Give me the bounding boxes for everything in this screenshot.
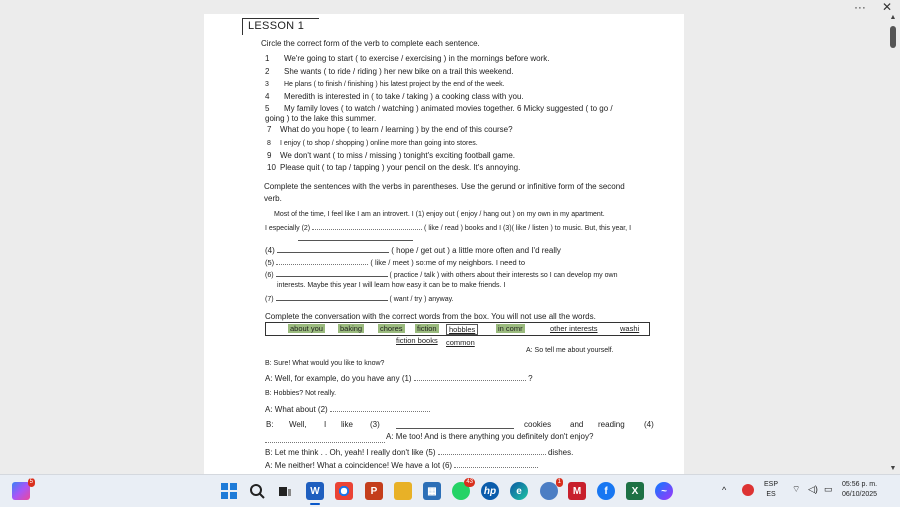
ex1-sentence: We're going to start ( to exercise / exercising ) in the mornings before work. (284, 54, 550, 63)
exercise2-instruction-continued: verb. (264, 194, 282, 203)
messenger-icon[interactable]: ~ (655, 482, 673, 500)
ex1-sentence: Meredith is interested in ( to take / taking ) a cooking class with you. (284, 92, 524, 101)
notification-badge: 1 (557, 479, 561, 485)
keyboard-layout: ES (766, 491, 776, 498)
ex1-sentence: Please quit ( to tap / tapping ) your pencil on the desk. It's annoying. (280, 163, 521, 172)
answer-blank-3[interactable] (298, 233, 413, 241)
word-box-item: about you (290, 324, 323, 333)
dialogue-text: ? (528, 374, 533, 383)
answer-blank-c4[interactable] (265, 438, 385, 443)
whatsapp-icon[interactable] (452, 479, 473, 500)
dialogue-line (265, 446, 573, 458)
answer-blank-c1[interactable] (414, 372, 526, 381)
word-box-item: chores (380, 324, 403, 333)
dialogue-line: B: Sure! What would you like to know? (265, 360, 385, 367)
battery-icon[interactable]: ▭ (824, 484, 833, 494)
excel-icon[interactable]: X (626, 482, 644, 500)
calculator-icon[interactable]: ▦ (423, 482, 441, 500)
date-text: 06/10/2025 (842, 491, 878, 498)
answer-blank-c5[interactable] (438, 446, 546, 455)
file-explorer-icon[interactable] (394, 482, 412, 500)
ex1-sentence: My family loves ( to watch / watching ) animated movies together. 6 Micky suggested ( to go / (284, 104, 613, 113)
vertical-scrollbar[interactable] (888, 14, 898, 472)
store-icon[interactable] (540, 479, 561, 500)
word-box-item: fiction books (396, 336, 438, 345)
ex1-number: 4 (265, 92, 270, 101)
ex2-paragraph-line: Most of the time, I feel like I am an introvert. I (1) enjoy out ( enjoy / hang out ) on my own in my apartment. (274, 211, 605, 218)
close-button[interactable]: ✕ (881, 0, 892, 14)
ex1-number: 1 (265, 54, 270, 63)
active-indicator (310, 503, 320, 505)
mcafee-icon[interactable]: M (568, 482, 586, 500)
ex2-line-text: ( like / meet ) so:me of my neighbors. I need to (370, 258, 526, 267)
scroll-thumb[interactable] (890, 26, 896, 48)
ex2-line-7 (265, 292, 454, 305)
ex1-number: 7 (267, 125, 272, 134)
dialogue-word: Well, (289, 420, 307, 429)
powerpoint-icon[interactable]: P (365, 482, 383, 500)
ex1-sentence: What do you hope ( to learn / learning ) by the end of this course? (280, 125, 513, 134)
dialogue-line: B: Hobbies? Not really. (265, 390, 337, 397)
word-app-icon[interactable]: W (306, 482, 324, 500)
blank-number: (5) (265, 258, 275, 267)
dialogue-word: (3) (370, 420, 380, 429)
start-button[interactable] (220, 482, 238, 500)
dialogue-line: A: So tell me about yourself. (526, 347, 614, 354)
ex1-sentence: He plans ( to finish / finishing ) his latest project by the end of the week. (284, 81, 505, 88)
hp-icon[interactable]: hp (481, 482, 499, 500)
dialogue-word: and (570, 420, 584, 429)
dialogue-text: B: Let me think . . Oh, yeah! I really don't like (5) (265, 448, 436, 457)
ex2-line-start: I especially (2) (265, 225, 311, 232)
language-indicator[interactable] (764, 480, 778, 500)
ex1-number: 10 (267, 163, 276, 172)
blank-number: (6) (265, 272, 274, 279)
word-box-item: washi (620, 324, 640, 333)
ex1-sentence: She wants ( to ride / riding ) her new bike on a trail this weekend. (284, 67, 514, 76)
word-box-item: hobbles (446, 324, 478, 335)
dialogue-word: I (324, 420, 327, 429)
facebook-icon[interactable]: f (597, 482, 615, 500)
dialogue-line (265, 403, 430, 415)
dialogue-line: A: Me too! And is there anything you definitely don't enjoy? (386, 432, 594, 441)
answer-blank-5[interactable] (276, 256, 368, 265)
task-view-icon[interactable] (276, 482, 294, 500)
blank-number: (7) (265, 296, 274, 303)
ex1-number: 9 (267, 151, 272, 160)
ex2-line-text: ( want / try ) anyway. (389, 296, 454, 303)
ex1-number: 8 (267, 140, 271, 147)
language-code: ESP (764, 481, 779, 488)
chrome-icon[interactable] (335, 482, 353, 500)
tray-app-icon[interactable] (742, 484, 754, 496)
dialogue-text: dishes. (547, 448, 574, 457)
ex1-sentence: We don't want ( to miss / missing ) tonight's exciting football game. (280, 151, 516, 160)
ex2-line-5 (265, 256, 525, 268)
answer-blank-4[interactable] (277, 244, 389, 253)
answer-blank-c3[interactable] (396, 420, 514, 429)
window-controls (854, 0, 892, 14)
dialogue-text: A: Well, for example, do you have any (1) (265, 374, 412, 383)
ex1-sentence: I enjoy ( to shop / shopping ) online more than going into stores. (280, 140, 478, 147)
ex1-number: 2 (265, 67, 270, 76)
word-box-item: baking (340, 324, 363, 333)
document-page (204, 14, 684, 474)
taskbar (0, 474, 900, 507)
dialogue-word: (4) (644, 420, 654, 429)
dialogue-word: B: (266, 420, 274, 429)
ex1-number: 3 (265, 81, 269, 88)
word-box-item: fiction (417, 324, 437, 333)
time-text: 05:56 p. m. (842, 481, 878, 488)
word-box-item: common (446, 338, 475, 347)
dialogue-word: reading (598, 420, 625, 429)
dialogue-text: A: Me neither! What a coincidence! We have a lot (6) (265, 461, 453, 470)
copilot-icon[interactable] (12, 479, 33, 500)
more-options-button[interactable]: ··· (853, 0, 866, 14)
answer-blank-6[interactable] (276, 268, 388, 277)
word-box-item: other interests (550, 324, 598, 333)
answer-blank-c6[interactable] (454, 459, 538, 468)
answer-blank-c2[interactable] (330, 403, 430, 412)
wifi-icon[interactable]: ⌔ (792, 484, 801, 494)
ex2-line-end: ( like / read ) books and I (3)( like / listen ) to music. But, this year, I (424, 225, 632, 232)
answer-blank-2[interactable] (312, 221, 422, 230)
ex2-line-text: ( hope / get out ) a little more often and I'd really (391, 246, 561, 255)
answer-blank-7[interactable] (276, 292, 388, 301)
exercise2-instruction: Complete the sentences with the verbs in parentheses. Use the gerund or infinitive form of the second (264, 182, 625, 191)
word-box-item: in comr (498, 324, 523, 333)
ex1-number: 5 (265, 104, 270, 113)
dialogue-word: cookies (524, 420, 552, 429)
ex2-line-4 (265, 244, 561, 256)
search-icon[interactable] (248, 482, 266, 500)
exercise3-instruction: Complete the conversation with the correct words from the box. You will not use all the words. (265, 312, 596, 321)
volume-icon[interactable]: ◁) (808, 484, 818, 494)
exercise1-instruction: Circle the correct form of the verb to complete each sentence. (261, 39, 480, 48)
scroll-down-icon[interactable]: ▼ (889, 465, 897, 472)
lesson-title: LESSON 1 (248, 20, 305, 32)
notification-badge: 43 (466, 479, 473, 485)
show-hidden-icons-chevron[interactable]: ^ (722, 485, 727, 495)
dialogue-word: like (341, 420, 354, 429)
blank-number: (4) (265, 246, 275, 255)
ex2-line-text: ( practice / talk ) with others about their interests so I can develop my own (389, 272, 618, 279)
ex1-sentence-continued: going ) to the lake this summer. (265, 114, 377, 123)
dialogue-line (265, 372, 533, 384)
notification-badge: 5 (29, 479, 33, 485)
clock[interactable] (842, 480, 877, 500)
dialogue-line (265, 459, 538, 471)
ex2-line-6-continued: interests. Maybe this year I will learn how easy it can be to make friends. I (277, 282, 506, 289)
edge-icon[interactable]: e (510, 482, 528, 500)
dialogue-text: A: What about (2) (265, 405, 328, 414)
scroll-up-icon[interactable]: ▲ (889, 14, 897, 21)
